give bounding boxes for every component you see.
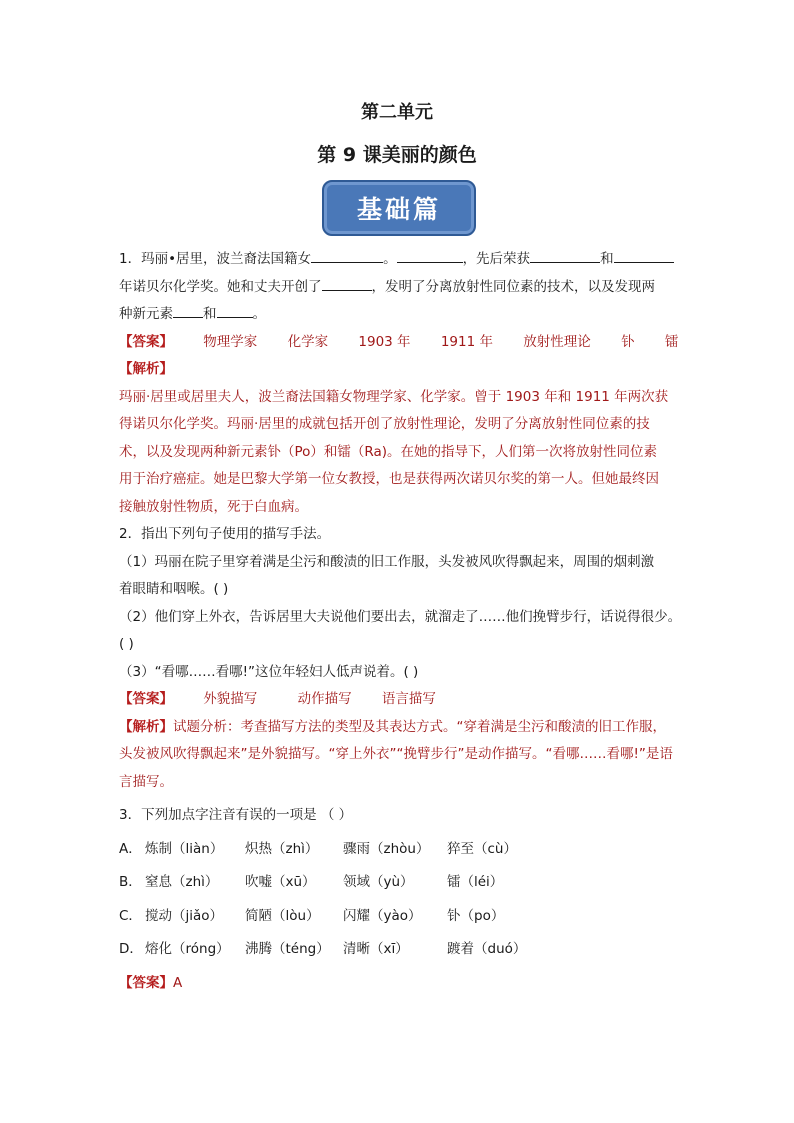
q1-analysis-line: 接触放射性物质，死于白血病。 xyxy=(119,498,308,515)
q1-analysis-line: 得诺贝尔化学奖。玛丽·居里的成就包括开创了放射性理论，发明了分离放射性同位素的技 xyxy=(119,416,650,432)
blank xyxy=(217,303,253,318)
content xyxy=(119,246,687,997)
q2-sentence-2-cont: ( ) xyxy=(119,636,134,652)
q2-analysis-line: 言描写。 xyxy=(119,773,173,790)
q1-analysis-line: 术，以及发现两种新元素钋（Po）和镭（Ra)。在她的指导下，人们第一次将放射性同位素 xyxy=(119,443,658,460)
blank xyxy=(173,303,203,318)
q2-sentence-1: （1）玛丽在院子里穿着满是尘污和酸渍的旧工作服，头发被风吹得飘起来，周围的烟刺激 xyxy=(119,553,655,570)
section-banner: 基础篇 xyxy=(322,180,476,236)
q1-answer: 【答案】 物理学家 化学家 1903 年 1911 年 放射性理论 钋 镭 xyxy=(119,333,679,350)
q1-line-1: 1．玛丽•居里，波兰裔法国籍女 。 ，先后荣获 和 xyxy=(119,246,687,274)
q2-answer: 【答案】 外貌描写 动作描写 语言描写 xyxy=(119,691,436,707)
q2-sentence-2: （2）他们穿上外衣，告诉居里大夫说他们要出去，就溜走了……他们挽臂步行，话说得很少。 xyxy=(119,608,682,625)
q2-analysis-line: 【解析】试题分析：考查描写方法的类型及其表达方式。“穿着满是尘污和酸渍的旧工作服， xyxy=(119,718,666,735)
q3-option-d: D． 熔化（róng） 沸腾（téng） 清晰（xī） 踱着（duó） xyxy=(119,941,527,957)
q3-option-c: C． 搅动（jiǎo） 简陋（lòu） 闪耀（yào） 钋（po） xyxy=(119,907,505,924)
q3-answer: 【答案】A xyxy=(119,974,183,991)
q1-line-3: 种新元素 和 。 xyxy=(119,301,687,329)
q1-analysis-label: 【解析】 xyxy=(119,361,173,377)
q3-option-b: B． 窒息（zhì） 吹嘘（xū） 领域（yù） 镭（léi） xyxy=(119,874,504,890)
lesson-title: 第 9 课美丽的颜色 xyxy=(317,144,477,166)
q3-stem: 3．下列加点字注音有误的一项是 （ ） xyxy=(119,807,353,823)
blank xyxy=(322,276,372,291)
blank xyxy=(530,248,600,263)
q2-sentence-3: （3）“看哪……看哪!”这位年轻妇人低声说着。( ) xyxy=(119,663,419,680)
q2-analysis-line: 头发被风吹得飘起来”是外貌描写。“穿上外衣”“挽臂步行”是动作描写。“看哪……看哪!”是语 xyxy=(119,746,673,762)
q3-option-a: A． 炼制（liàn） 炽热（zhì） 骤雨（zhòu） 猝至（cù） xyxy=(119,840,517,857)
q2-stem: 2．指出下列句子使用的描写手法。 xyxy=(119,526,331,542)
blank xyxy=(397,248,463,263)
q1-analysis-line: 用于治疗癌症。她是巴黎大学第一位女教授，也是获得两次诺贝尔奖的第一人。但她最终因 xyxy=(119,471,659,487)
q1-line-2: 年诺贝尔化学奖。她和丈夫开创了 ，发明了分离放射性同位素的技术，以及发现两 xyxy=(119,274,687,302)
blank xyxy=(614,248,674,263)
q1-analysis-line: 玛丽·居里或居里夫人，波兰裔法国籍女物理学家、化学家。曾于 1903 年和 1911 年两次获 xyxy=(119,388,669,405)
blank xyxy=(311,248,383,263)
q2-sentence-1-cont: 着眼睛和咽喉。( ) xyxy=(119,581,229,597)
unit-title: 第二单元 xyxy=(361,102,433,123)
